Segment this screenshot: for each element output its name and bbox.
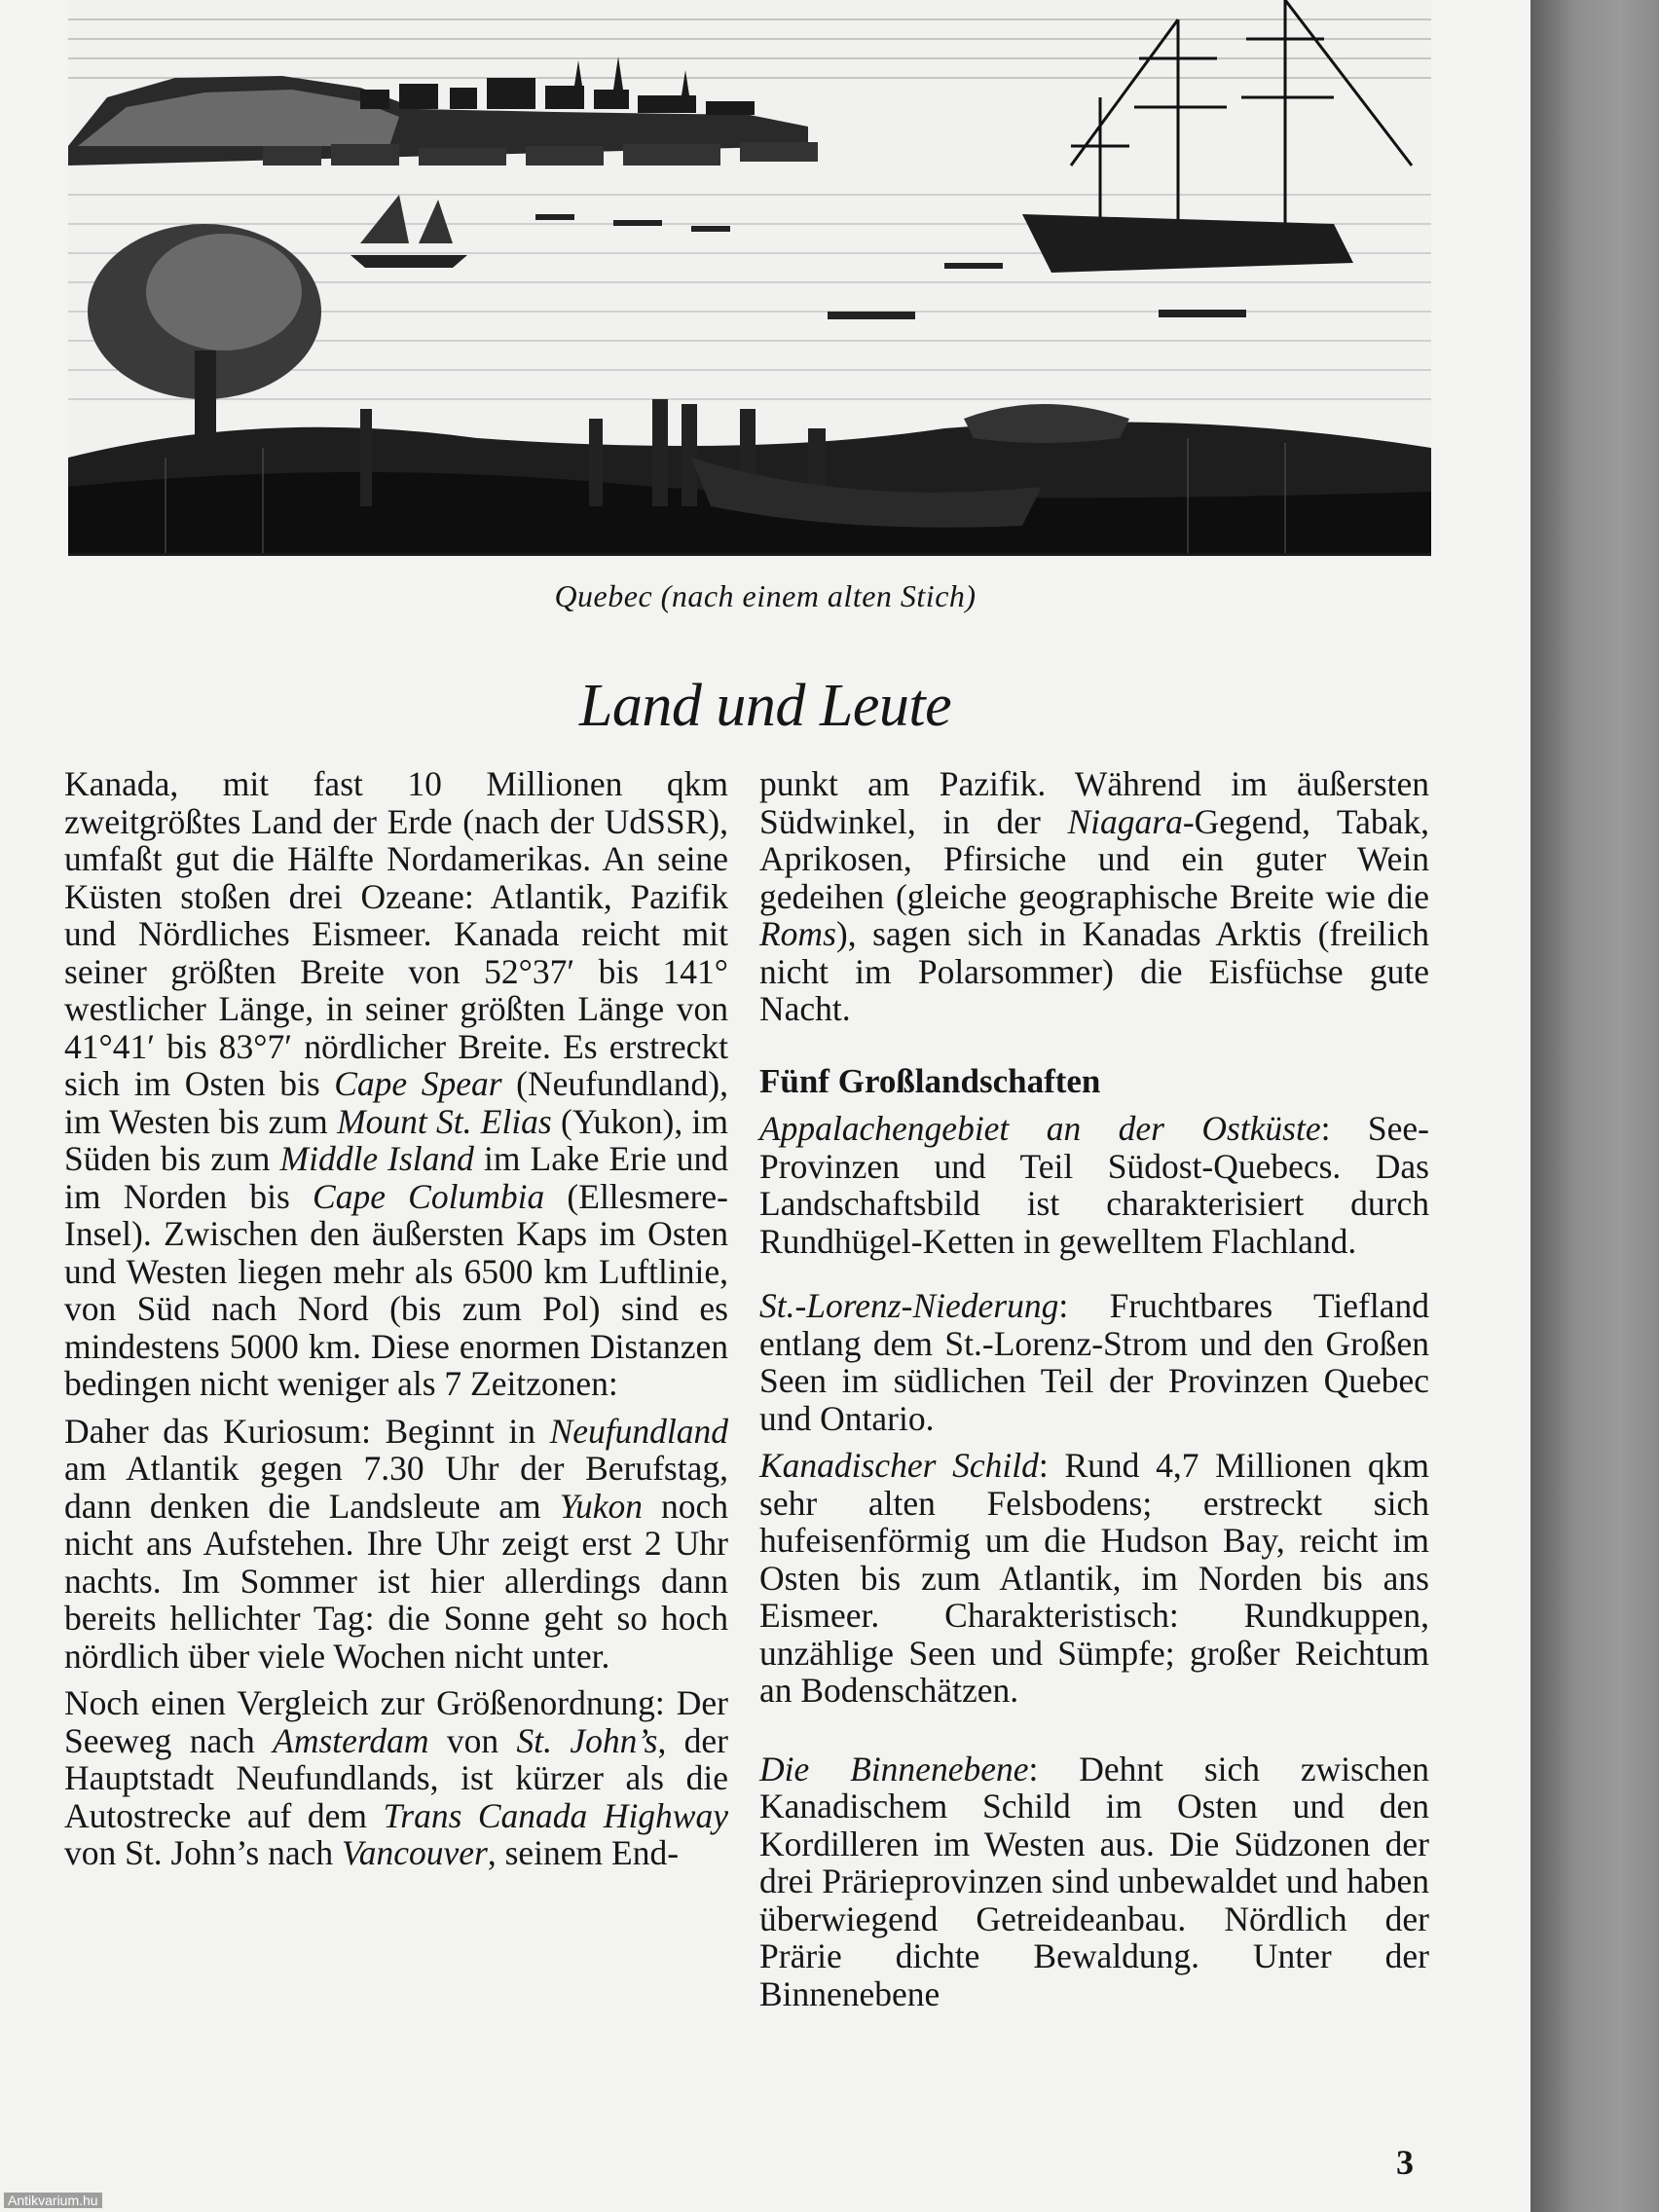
italic-term: Neufundland (549, 1411, 728, 1451)
italic-term: Die Binnenebene (759, 1749, 1029, 1788)
text-run: von St. John’s nach (64, 1833, 342, 1872)
paragraph (759, 765, 1429, 1028)
paragraph (759, 1287, 1429, 1437)
italic-term: Amsterdam (273, 1720, 429, 1760)
left-text-column (64, 765, 728, 1872)
section-heading: Fünf Großlandschaften (759, 1061, 1101, 1100)
italic-term: Vancouver (342, 1833, 488, 1872)
text-run: , der Hauptstadt Neufundlands, ist kürzer als die Autostrecke auf dem (64, 1720, 728, 1835)
text-run: (Yukon), im Süden bis zum (64, 1101, 728, 1178)
italic-term: Cape Spear (334, 1064, 502, 1103)
paragraph (64, 1684, 728, 1872)
text-run: Noch einen Vergleich zur Größenordnung: Der Seeweg nach (64, 1683, 728, 1760)
italic-term: Roms (759, 914, 836, 953)
text-run: -Gegend, Tabak, Aprikosen, Pfirsiche und ein guter Wein gedeihen (gleiche geographische Breite wie die (759, 801, 1429, 916)
page-edge-background (1530, 0, 1659, 2212)
italic-term: Mount St. Elias (337, 1101, 552, 1141)
illustration-caption: Quebec (nach einem alten Stich) (554, 578, 977, 613)
text-run: noch nicht ans Aufstehen. Ihre Uhr zeigt erst 2 Uhr nachts. Im Sommer ist hier allerdings dann bereits hellichter Tag: die Sonne geht so hoch nördlich über viele Wochen nicht unter. (64, 1486, 728, 1676)
italic-term: Trans Canada Highway (383, 1795, 728, 1835)
text-run: Daher das Kuriosum: Beginnt in (64, 1411, 550, 1451)
italic-term: Cape Columbia (313, 1176, 545, 1216)
paragraph (64, 765, 728, 1403)
paragraph (759, 1110, 1429, 1260)
italic-term: Niagara (1067, 801, 1183, 841)
page-number: 3 (1396, 2143, 1414, 2182)
text-run: (Neufundland), im Westen bis zum (64, 1064, 728, 1141)
right-text-column (759, 765, 1429, 2012)
italic-term: Kanadischer Schild (759, 1446, 1039, 1485)
text-run: ), sagen sich in Kanadas Arktis (freilich nicht im Polarsommer) die Eisfüchse gute Nacht. (759, 914, 1429, 1028)
text-run: , seinem End- (487, 1833, 680, 1872)
italic-term: Middle Island (279, 1139, 474, 1178)
paragraph (64, 1413, 728, 1676)
quebec-engraving-illustration (68, 0, 1431, 556)
text-run: punkt am Pazifik. Während im äußersten Südwinkel, in der (759, 764, 1429, 841)
watermark: Antikvarium.hu (4, 2193, 102, 2208)
text-run: im Lake Erie und im Norden bis (64, 1139, 728, 1216)
italic-term: St. John’s (516, 1720, 658, 1760)
text-run: : Fruchtbares Tiefland entlang dem St.-Lorenz-Strom und den Großen Seen im südlichen Teil der Provinzen Quebec und Ontario. (759, 1286, 1429, 1438)
text-run: : See-Provinzen und Teil Südost-Quebecs. Das Landschaftsbild ist charakterisiert durch Rundhügel-Ketten in gewelltem Flachland. (759, 1109, 1429, 1261)
paragraph (759, 1447, 1429, 1710)
text-run: Kanada, mit fast 10 Millionen qkm zweitgrößtes Land der Erde (nach der UdSSR), umfaßt gut die Hälfte Nordamerikas. An seine Küsten stoßen drei Ozeane: Atlantik, Pazifik und Nördliches Eismeer. Kanada reicht mit seiner größten Breite von 52°37′ bis 141° westlicher Länge, in seiner größten Länge von 41°41′ bis 83°7′ nördlicher Breite. Es erstreckt sich im Osten bis (64, 764, 728, 1103)
text-run: von (428, 1720, 517, 1760)
text-run: (Ellesmere-Insel). Zwischen den äußersten Kaps im Osten und Westen liegen mehr als 6500 km Luftlinie, von Süd nach Nord (bis zum Pol) sind es mindestens 5000 km. Diese enormen Distanzen bedingen nicht weniger als 7 Zeitzonen: (64, 1176, 729, 1403)
text-run: am Atlantik gegen 7.30 Uhr der Berufstag, dann denken die Landsleute am (64, 1449, 728, 1526)
chapter-title: Land und Leute (578, 673, 952, 739)
italic-term: Appalachengebiet an der Ostküste (759, 1109, 1321, 1148)
text-run: : Rund 4,7 Millionen qkm sehr alten Felsbodens; erstreckt sich hufeisenförmig um die Hudson Bay, reicht im Osten bis zum Atlantik, im Norden bis ans Eismeer. Charakteristisch: Rundkuppen, unzählige Seen und Sümpfe; großer Reichtum an Bodenschätzen. (759, 1446, 1429, 1710)
italic-term: St.-Lorenz-Niederung (759, 1286, 1059, 1325)
italic-term: Yukon (559, 1486, 644, 1526)
paragraph (759, 1751, 1429, 2013)
text-run: : Dehnt sich zwischen Kanadischem Schild im Osten und den Kordilleren im Westen aus. Die Südzonen der drei Prärieprovinzen sind unbewaldet und haben überwiegend Getreideanbau. Nördlich der Prärie dichte Bewaldung. Unter der Binnenebene (759, 1749, 1429, 2013)
